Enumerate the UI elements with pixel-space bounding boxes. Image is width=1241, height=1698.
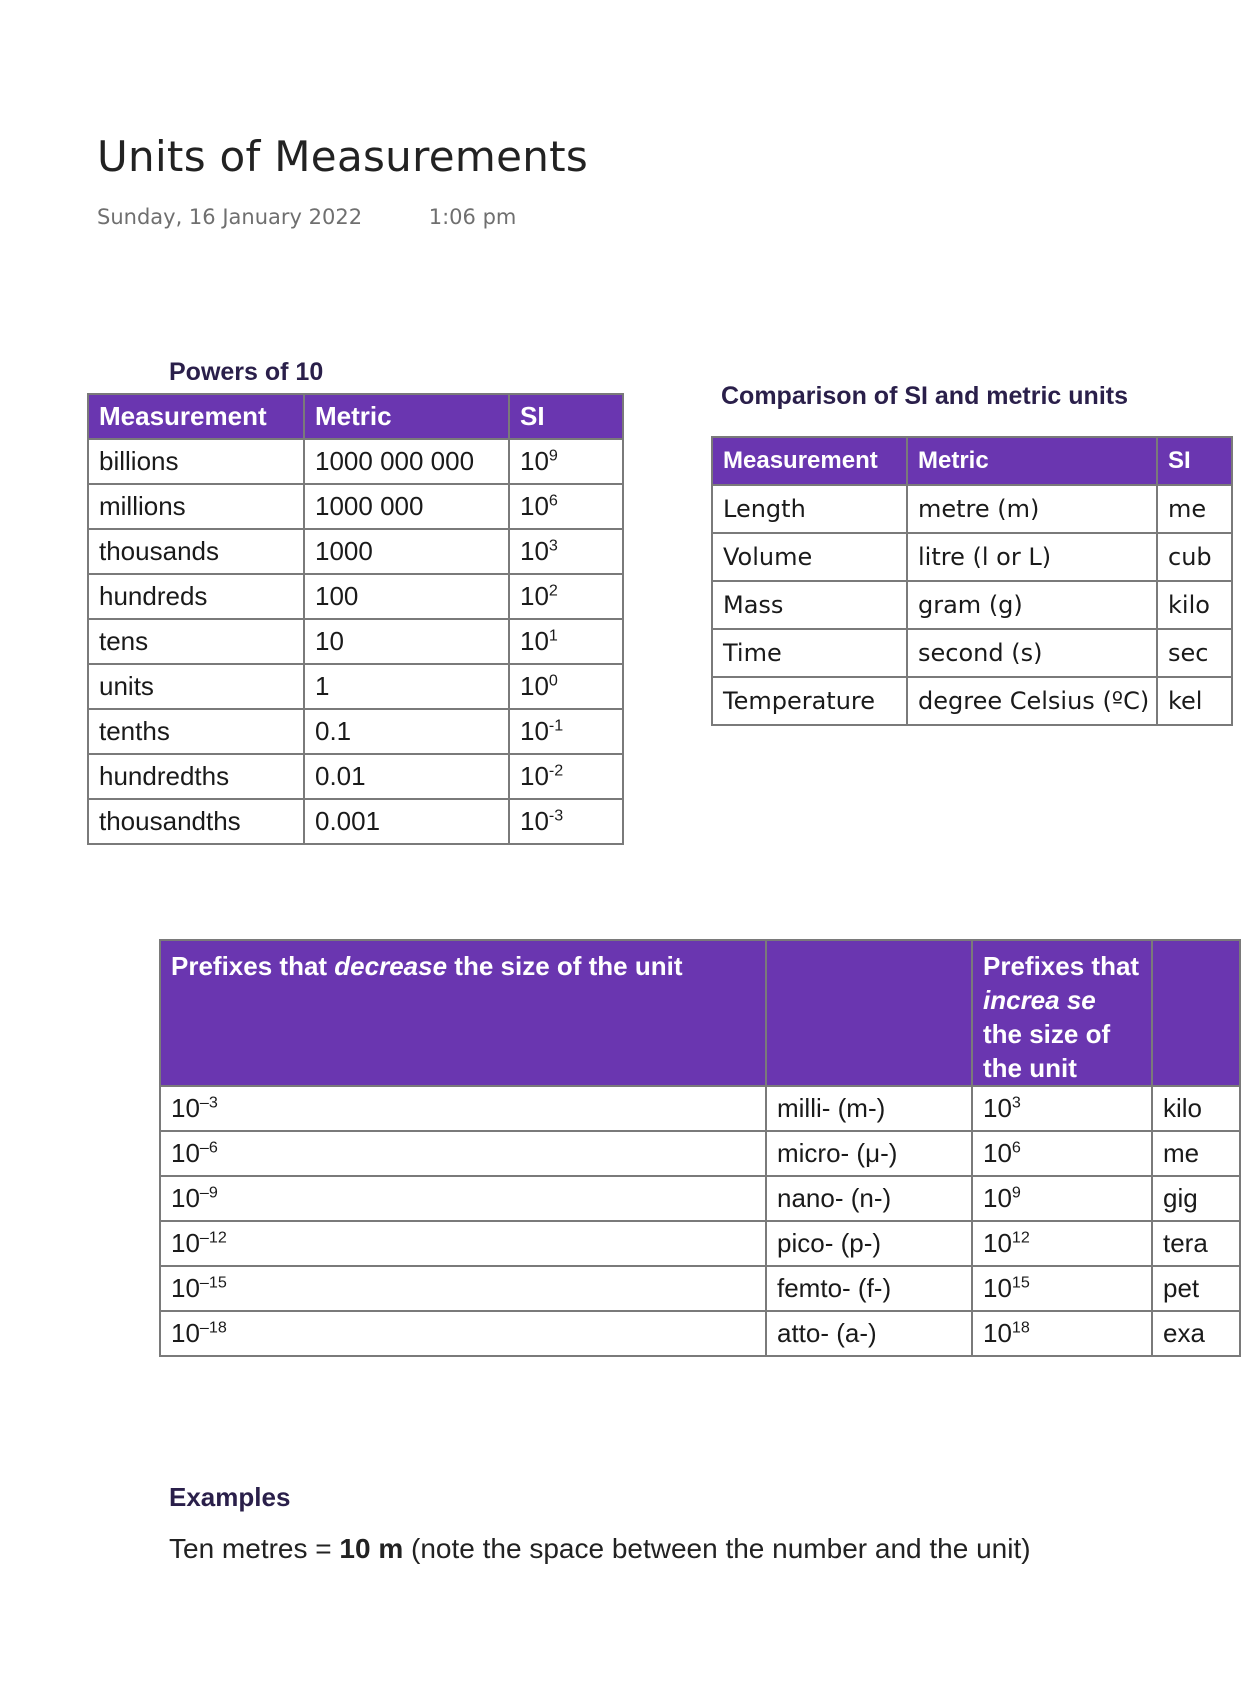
measurement-cell: hundredths: [88, 754, 304, 799]
table-row: [88, 619, 623, 664]
si-cell: sec: [1157, 629, 1232, 677]
table-row: [88, 439, 623, 484]
measurement-cell: Mass: [712, 581, 907, 629]
measurement-cell: tenths: [88, 709, 304, 754]
table-row: [160, 1176, 1240, 1221]
measurement-cell: Volume: [712, 533, 907, 581]
power-base: 10: [983, 1318, 1012, 1348]
empty-header: [1152, 940, 1240, 1086]
table-row: [712, 485, 1232, 533]
power-exponent: 12: [1011, 1228, 1030, 1247]
si-cell: [509, 709, 623, 754]
page-time: 1:06 pm: [428, 205, 517, 229]
decrease-prefix-cell: pico- (p-): [766, 1221, 972, 1266]
power-exponent: -2: [548, 761, 564, 780]
power-exponent: 9: [548, 446, 558, 465]
decrease-power-cell: [160, 1086, 766, 1131]
column-header: Measurement: [712, 437, 907, 485]
table-row: [160, 1311, 1240, 1356]
table-row: [712, 533, 1232, 581]
power-exponent: 18: [1011, 1318, 1030, 1337]
power-base: 10: [983, 1093, 1012, 1123]
page-date: Sunday, 16 January 2022: [97, 205, 363, 229]
table-header-row: [88, 394, 623, 439]
increase-prefix-cell: tera: [1152, 1221, 1240, 1266]
comparison-table: [711, 436, 1233, 726]
si-cell: [509, 664, 623, 709]
power-base: 10: [983, 1273, 1012, 1303]
metric-cell: metre (m): [907, 485, 1157, 533]
power-base: 10: [983, 1138, 1012, 1168]
power-base: 10: [520, 446, 549, 476]
column-header: Measurement: [88, 394, 304, 439]
power-exponent: –15: [199, 1273, 227, 1292]
measurement-cell: units: [88, 664, 304, 709]
metric-cell: 1000: [304, 529, 509, 574]
table-row: [88, 664, 623, 709]
empty-header: [766, 940, 972, 1086]
examples-heading: Examples: [169, 1482, 291, 1512]
metric-cell: 100: [304, 574, 509, 619]
decrease-power-cell: [160, 1311, 766, 1356]
increase-power-cell: [972, 1086, 1152, 1131]
measurement-cell: billions: [88, 439, 304, 484]
table-row: [712, 677, 1232, 725]
increase-prefix-cell: pet: [1152, 1266, 1240, 1311]
powers-table: [87, 393, 624, 845]
increase-power-cell: [972, 1131, 1152, 1176]
metric-cell: 1000 000: [304, 484, 509, 529]
measurement-cell: thousandths: [88, 799, 304, 844]
power-base: 10: [520, 671, 549, 701]
power-base: 10: [520, 716, 549, 746]
metric-cell: second (s): [907, 629, 1157, 677]
si-cell: [509, 619, 623, 664]
increase-prefix-cell: me: [1152, 1131, 1240, 1176]
power-exponent: 0: [548, 671, 558, 690]
power-exponent: –18: [199, 1318, 227, 1337]
table-row: [88, 799, 623, 844]
si-cell: [509, 574, 623, 619]
table-row: [88, 709, 623, 754]
table-row: [160, 1131, 1240, 1176]
table-row: [160, 1266, 1240, 1311]
power-exponent: 2: [548, 581, 558, 600]
comparison-caption: Comparison of SI and metric units: [721, 382, 1128, 410]
prefix-table: [159, 939, 1241, 1357]
power-exponent: 6: [548, 491, 558, 510]
power-exponent: –3: [199, 1093, 218, 1112]
power-base: 10: [520, 536, 549, 566]
table-row: [88, 529, 623, 574]
metric-cell: gram (g): [907, 581, 1157, 629]
table-row: [88, 484, 623, 529]
decrease-prefix-cell: atto- (a-): [766, 1311, 972, 1356]
table-header-row: [712, 437, 1232, 485]
power-exponent: 15: [1011, 1273, 1030, 1292]
measurement-cell: hundreds: [88, 574, 304, 619]
page-title: Units of Measurements: [97, 132, 589, 181]
metric-cell: 0.1: [304, 709, 509, 754]
si-cell: cub: [1157, 533, 1232, 581]
increase-prefix-cell: kilo: [1152, 1086, 1240, 1131]
measurement-cell: Temperature: [712, 677, 907, 725]
decrease-power-cell: [160, 1266, 766, 1311]
increase-power-cell: [972, 1221, 1152, 1266]
metric-cell: degree Celsius (ºC): [907, 677, 1157, 725]
si-cell: kel: [1157, 677, 1232, 725]
si-cell: me: [1157, 485, 1232, 533]
decrease-power-cell: [160, 1221, 766, 1266]
measurement-cell: tens: [88, 619, 304, 664]
power-exponent: –9: [199, 1183, 218, 1202]
power-exponent: 6: [1011, 1138, 1021, 1157]
power-base: 10: [520, 491, 549, 521]
si-cell: [509, 799, 623, 844]
si-cell: [509, 484, 623, 529]
power-exponent: 3: [548, 536, 558, 555]
power-exponent: -3: [548, 806, 564, 825]
table-row: [88, 574, 623, 619]
table-row: [160, 1086, 1240, 1131]
decrease-prefix-cell: micro- (μ-): [766, 1131, 972, 1176]
power-base: 10: [983, 1183, 1012, 1213]
table-header-row: [160, 940, 1240, 1086]
decrease-prefix-cell: femto- (f-): [766, 1266, 972, 1311]
decrease-prefix-cell: nano- (n-): [766, 1176, 972, 1221]
power-exponent: –12: [199, 1228, 227, 1247]
power-base: 10: [520, 806, 549, 836]
metric-cell: 0.01: [304, 754, 509, 799]
power-exponent: 3: [1011, 1093, 1021, 1112]
measurement-cell: thousands: [88, 529, 304, 574]
power-base: 10: [171, 1228, 200, 1258]
page-meta: [97, 205, 516, 229]
column-header: Metric: [907, 437, 1157, 485]
metric-cell: litre (l or L): [907, 533, 1157, 581]
table-row: [160, 1221, 1240, 1266]
increase-prefix-cell: gig: [1152, 1176, 1240, 1221]
increase-power-cell: [972, 1176, 1152, 1221]
si-cell: [509, 754, 623, 799]
power-exponent: –6: [199, 1138, 218, 1157]
table-row: [88, 754, 623, 799]
increase-power-cell: [972, 1311, 1152, 1356]
metric-cell: 1000 000 000: [304, 439, 509, 484]
column-header: SI: [1157, 437, 1232, 485]
metric-cell: 10: [304, 619, 509, 664]
power-base: 10: [520, 581, 549, 611]
increase-power-cell: [972, 1266, 1152, 1311]
column-header: SI: [509, 394, 623, 439]
power-base: 10: [983, 1228, 1012, 1258]
examples-text: Ten metres = 10 m (note the space between the number and the unit): [169, 1533, 1031, 1564]
power-exponent: -1: [548, 716, 564, 735]
table-row: [712, 629, 1232, 677]
metric-cell: 1: [304, 664, 509, 709]
decrease-power-cell: [160, 1131, 766, 1176]
power-base: 10: [171, 1138, 200, 1168]
prefix-increase-header: Prefixes that increa se the size of the unit: [972, 940, 1152, 1086]
power-exponent: 1: [548, 626, 558, 645]
decrease-power-cell: [160, 1176, 766, 1221]
si-cell: [509, 439, 623, 484]
measurement-cell: millions: [88, 484, 304, 529]
power-base: 10: [171, 1318, 200, 1348]
power-base: 10: [520, 626, 549, 656]
prefix-decrease-header: Prefixes that decrease the size of the unit: [160, 940, 766, 1086]
power-exponent: 9: [1011, 1183, 1021, 1202]
si-cell: [509, 529, 623, 574]
column-header: Metric: [304, 394, 509, 439]
decrease-prefix-cell: milli- (m-): [766, 1086, 972, 1131]
measurement-cell: Length: [712, 485, 907, 533]
power-base: 10: [171, 1273, 200, 1303]
power-base: 10: [520, 761, 549, 791]
powers-caption: Powers of 10: [169, 358, 324, 386]
power-base: 10: [171, 1183, 200, 1213]
table-row: [712, 581, 1232, 629]
increase-prefix-cell: exa: [1152, 1311, 1240, 1356]
si-cell: kilo: [1157, 581, 1232, 629]
power-base: 10: [171, 1093, 200, 1123]
measurement-cell: Time: [712, 629, 907, 677]
metric-cell: 0.001: [304, 799, 509, 844]
